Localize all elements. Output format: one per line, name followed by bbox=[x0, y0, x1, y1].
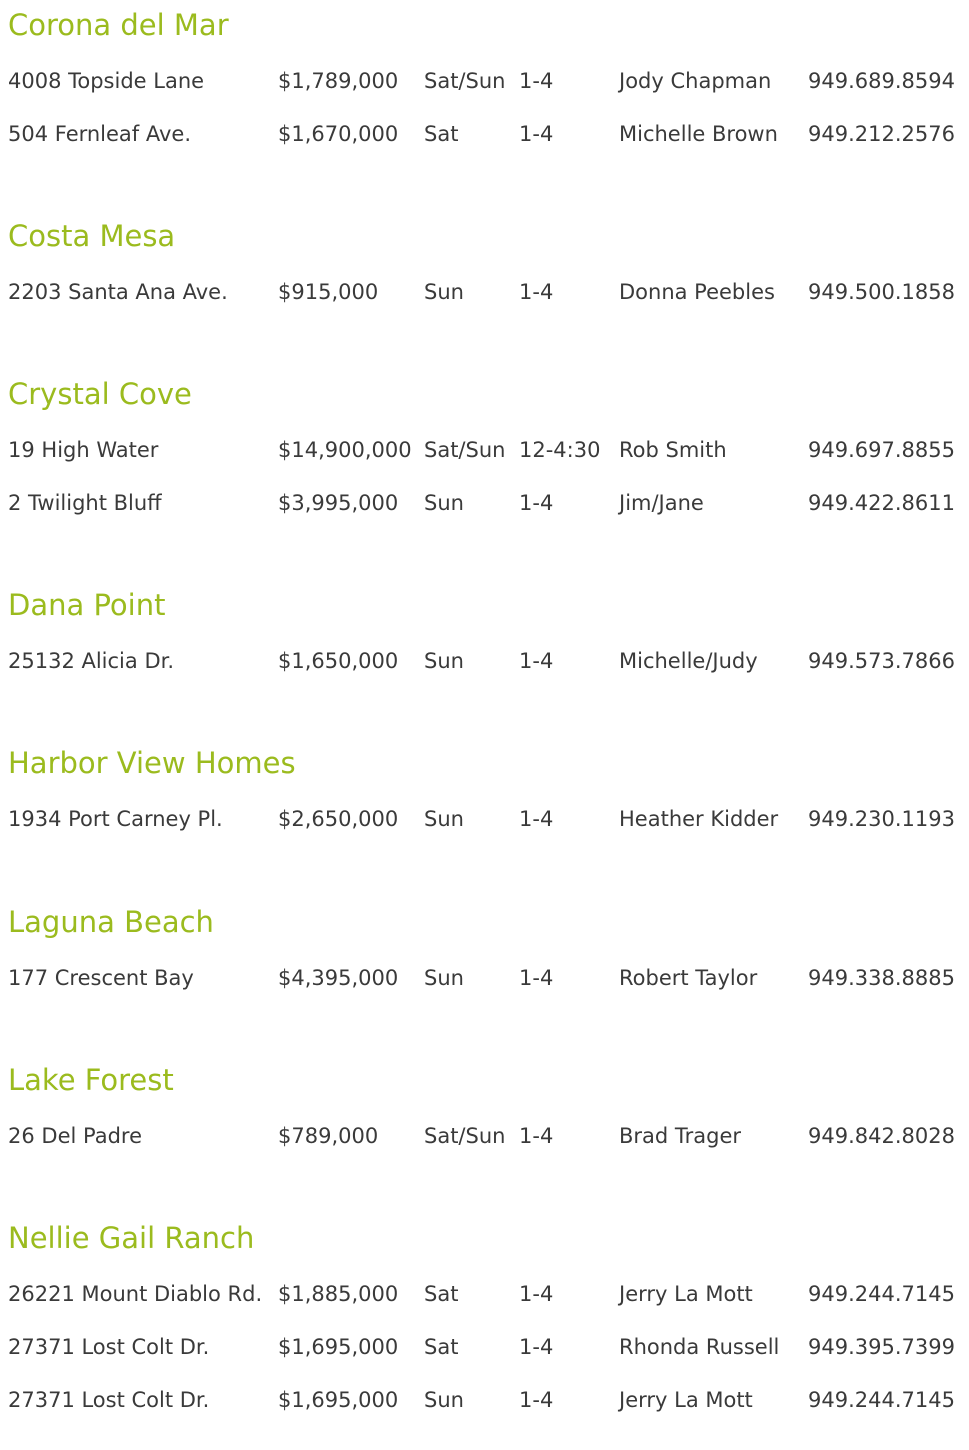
listing-agent: Michelle/Judy bbox=[619, 649, 758, 673]
listing-days: Sun bbox=[424, 1388, 464, 1412]
listing-phone: 949.422.8611 bbox=[808, 491, 955, 515]
listing-price: $1,789,000 bbox=[278, 69, 399, 93]
listing-phone: 949.338.8885 bbox=[808, 966, 955, 990]
listing-address: 4008 Topside Lane bbox=[8, 69, 205, 93]
listing-address: 25132 Alicia Dr. bbox=[8, 649, 174, 673]
listing-phone: 949.689.8594 bbox=[808, 69, 955, 93]
listing-days: Sat bbox=[424, 1282, 459, 1306]
city-heading: Corona del Mar bbox=[8, 8, 229, 42]
listing-price: $4,395,000 bbox=[278, 966, 399, 990]
listing-price: $1,695,000 bbox=[278, 1335, 399, 1359]
listing-agent: Michelle Brown bbox=[619, 122, 778, 146]
listing-row bbox=[0, 66, 969, 96]
listing-hours: 1-4 bbox=[519, 1282, 554, 1306]
listing-phone: 949.500.1858 bbox=[808, 280, 955, 304]
listing-days: Sat bbox=[424, 1335, 459, 1359]
listing-price: $1,885,000 bbox=[278, 1282, 399, 1306]
listing-price: $789,000 bbox=[278, 1124, 379, 1148]
listing-address: 26 Del Padre bbox=[8, 1124, 143, 1148]
listing-row bbox=[0, 119, 969, 149]
listing-hours: 12-4:30 bbox=[519, 438, 601, 462]
listing-days: Sat bbox=[424, 122, 459, 146]
listing-price: $1,695,000 bbox=[278, 1388, 399, 1412]
listing-hours: 1-4 bbox=[519, 69, 554, 93]
city-heading: Lake Forest bbox=[8, 1063, 174, 1097]
listing-hours: 1-4 bbox=[519, 1335, 554, 1359]
listing-agent: Jerry La Mott bbox=[619, 1388, 753, 1412]
listing-address: 504 Fernleaf Ave. bbox=[8, 122, 192, 146]
listing-hours: 1-4 bbox=[519, 649, 554, 673]
listing-address: 27371 Lost Colt Dr. bbox=[8, 1388, 210, 1412]
listing-agent: Jody Chapman bbox=[619, 69, 772, 93]
listing-days: Sun bbox=[424, 649, 464, 673]
listing-address: 2 Twilight Bluff bbox=[8, 491, 162, 515]
listing-agent: Heather Kidder bbox=[619, 807, 779, 831]
listing-row bbox=[0, 804, 969, 834]
listing-price: $1,670,000 bbox=[278, 122, 399, 146]
listing-days: Sun bbox=[424, 966, 464, 990]
listing-days: Sat/Sun bbox=[424, 1124, 506, 1148]
listing-agent: Jim/Jane bbox=[619, 491, 704, 515]
listing-phone: 949.842.8028 bbox=[808, 1124, 955, 1148]
listing-row bbox=[0, 1385, 969, 1415]
listing-row bbox=[0, 963, 969, 993]
listing-days: Sun bbox=[424, 807, 464, 831]
city-heading: Costa Mesa bbox=[8, 219, 176, 253]
listing-row bbox=[0, 1121, 969, 1151]
listing-phone: 949.573.7866 bbox=[808, 649, 955, 673]
listing-price: $14,900,000 bbox=[278, 438, 412, 462]
listing-hours: 1-4 bbox=[519, 966, 554, 990]
listing-days: Sat/Sun bbox=[424, 438, 506, 462]
city-heading: Nellie Gail Ranch bbox=[8, 1221, 255, 1255]
listing-hours: 1-4 bbox=[519, 1388, 554, 1412]
listing-address: 2203 Santa Ana Ave. bbox=[8, 280, 228, 304]
listing-address: 19 High Water bbox=[8, 438, 159, 462]
listing-row bbox=[0, 488, 969, 518]
listing-phone: 949.697.8855 bbox=[808, 438, 955, 462]
listing-price: $915,000 bbox=[278, 280, 379, 304]
listing-hours: 1-4 bbox=[519, 491, 554, 515]
listing-price: $3,995,000 bbox=[278, 491, 399, 515]
listing-row bbox=[0, 646, 969, 676]
city-heading: Laguna Beach bbox=[8, 905, 214, 939]
listing-price: $2,650,000 bbox=[278, 807, 399, 831]
listing-agent: Donna Peebles bbox=[619, 280, 775, 304]
listing-phone: 949.244.7145 bbox=[808, 1282, 955, 1306]
listing-phone: 949.244.7145 bbox=[808, 1388, 955, 1412]
listing-hours: 1-4 bbox=[519, 1124, 554, 1148]
listing-agent: Robert Taylor bbox=[619, 966, 758, 990]
listing-hours: 1-4 bbox=[519, 280, 554, 304]
listing-phone: 949.230.1193 bbox=[808, 807, 955, 831]
listing-row bbox=[0, 277, 969, 307]
listing-hours: 1-4 bbox=[519, 807, 554, 831]
listing-row bbox=[0, 435, 969, 465]
listing-phone: 949.395.7399 bbox=[808, 1335, 955, 1359]
listing-agent: Rhonda Russell bbox=[619, 1335, 780, 1359]
listing-days: Sun bbox=[424, 491, 464, 515]
city-heading: Harbor View Homes bbox=[8, 746, 296, 780]
listing-days: Sun bbox=[424, 280, 464, 304]
listing-agent: Jerry La Mott bbox=[619, 1282, 753, 1306]
listing-hours: 1-4 bbox=[519, 122, 554, 146]
listing-row bbox=[0, 1332, 969, 1362]
listing-address: 1934 Port Carney Pl. bbox=[8, 807, 223, 831]
listing-address: 27371 Lost Colt Dr. bbox=[8, 1335, 210, 1359]
listing-address: 177 Crescent Bay bbox=[8, 966, 194, 990]
listing-address: 26221 Mount Diablo Rd. bbox=[8, 1282, 263, 1306]
listing-price: $1,650,000 bbox=[278, 649, 399, 673]
listing-phone: 949.212.2576 bbox=[808, 122, 955, 146]
city-heading: Dana Point bbox=[8, 588, 166, 622]
listing-agent: Rob Smith bbox=[619, 438, 727, 462]
listing-days: Sat/Sun bbox=[424, 69, 506, 93]
city-heading: Crystal Cove bbox=[8, 377, 192, 411]
listing-agent: Brad Trager bbox=[619, 1124, 742, 1148]
listing-row bbox=[0, 1279, 969, 1309]
